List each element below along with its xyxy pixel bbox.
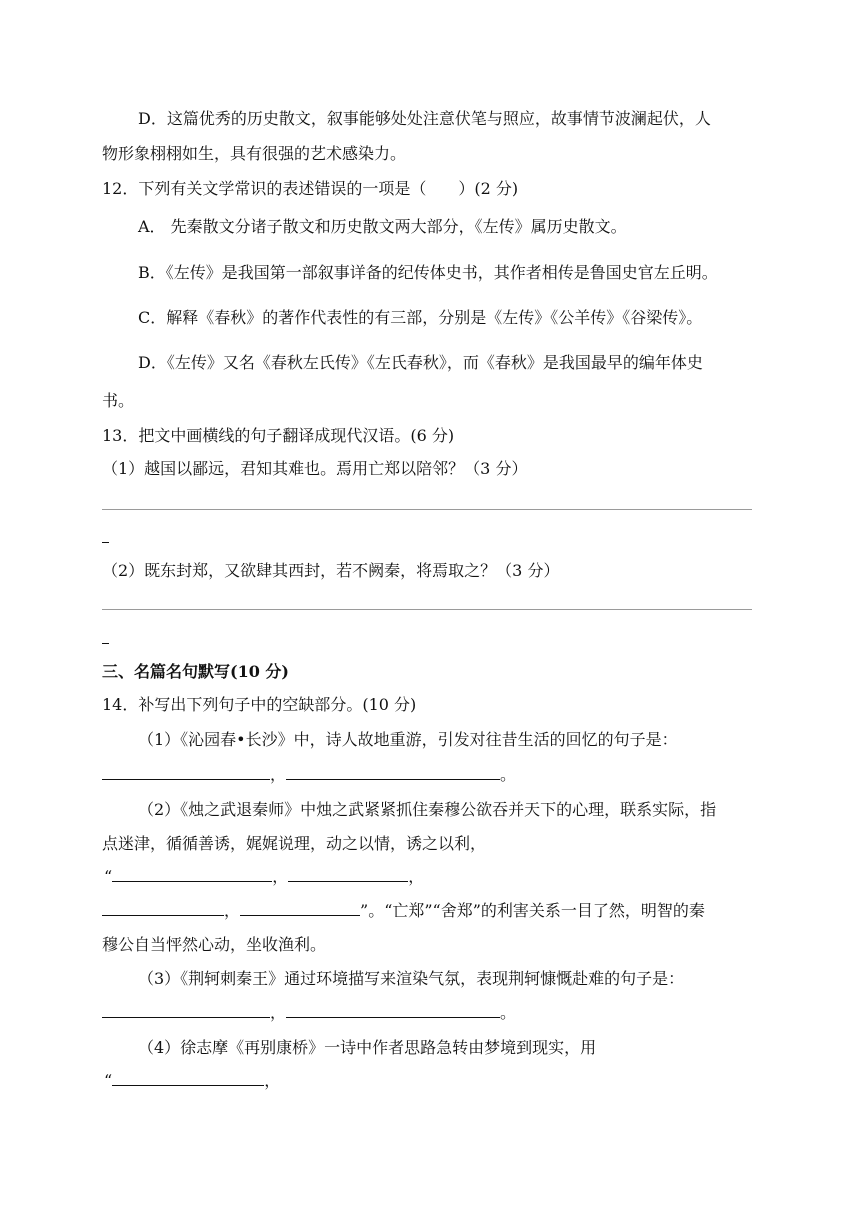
comma: ， [408,867,425,886]
open-quote: “ [104,867,113,886]
comma: ， [264,1071,281,1090]
fill-blank[interactable] [102,900,224,916]
q14-part-2-blanks-a [104,866,424,888]
period: 。 [500,765,517,784]
q13-answer-line-2-tail [102,643,109,644]
q14-part-4-text: （4）徐志摩《再别康桥》一诗中作者思路急转由梦境到现实，用 [138,1038,597,1057]
q12-option-d-line2: 书。 [102,391,135,410]
fill-blank[interactable] [240,900,360,916]
q13-sentence-2: （2）既东封郑，又欲肆其西封，若不阙秦，将焉取之？（3 分） [102,561,560,580]
q14-stem: 14．补写出下列句子中的空缺部分。(10 分) [102,695,417,714]
q11-option-d-line1: D．这篇优秀的历史散文，叙事能够处处注意伏笔与照应，故事情节波澜起伏，人 [138,109,711,128]
q11-option-d-line2: 物形象栩栩如生，具有很强的艺术感染力。 [102,144,407,163]
comma: ， [270,1003,287,1022]
q12-option-b: B．《左传》是我国第一部叙事详备的纪传体史书，其作者相传是鲁国史官左丘明。 [138,263,718,282]
q12-option-c: C．解释《春秋》的著作代表性的有三部，分别是《左传》《公羊传》《谷梁传》。 [138,308,703,327]
open-quote: “ [104,1071,113,1090]
section-3-heading: 三、名篇名句默写(10 分) [102,662,289,681]
q14-part-2-line1: （2）《烛之武退秦师》中烛之武紧紧抓住秦穆公欲吞并天下的心理，联系实际，指 [138,800,717,819]
q14-part-4-blanks [104,1070,280,1092]
q14-part-2-after: ”。“亡郑”“舍郑”的利害关系一目了然，明智的秦 [360,901,705,920]
q12-option-a: A． 先秦散文分诸子散文和历史散文两大部分，《左传》属历史散文。 [138,217,627,236]
q13-sentence-1: （1）越国以鄙远，君知其难也。焉用亡郑以陪邻？（3 分） [102,459,528,478]
q14-part-3-text: （3）《荆轲刺秦王》通过环境描写来渲染气氛，表现荆轲慷慨赴难的句子是： [138,969,685,988]
comma: ， [270,765,287,784]
q14-part-1-text: （1）《沁园春•长沙》中，诗人故地重游，引发对往昔生活的回忆的句子是： [138,730,678,749]
fill-blank[interactable] [286,1002,500,1018]
comma: ， [224,901,241,920]
q13-answer-line-1-tail [102,542,109,543]
comma: ， [272,867,289,886]
fill-blank[interactable] [112,866,272,882]
q14-part-3-blanks [102,1002,516,1024]
q14-part-2-line5: 穆公自当怦然心动，坐收渔利。 [102,935,327,954]
q14-part-2-line2: 点迷津，循循善诱，娓娓说理，动之以情，诱之以利， [102,834,487,853]
fill-blank[interactable] [286,764,500,780]
q12-option-d-line1: D．《左传》又名《春秋左氏传》《左氏春秋》，而《春秋》是我国最早的编年体史 [138,353,703,372]
fill-blank[interactable] [102,764,270,780]
fill-blank[interactable] [102,1002,270,1018]
period: 。 [500,1003,517,1022]
q14-part-1-blanks [102,764,516,786]
fill-blank[interactable] [112,1070,264,1086]
q12-stem: 12．下列有关文学常识的表述错误的一项是（ ）(2 分) [102,179,519,198]
fill-blank[interactable] [288,866,408,882]
q13-stem: 13．把文中画横线的句子翻译成现代汉语。(6 分) [102,426,455,445]
q13-answer-line-1 [102,509,752,510]
q13-answer-line-2 [102,609,752,610]
q14-part-2-blanks-b [102,900,705,922]
